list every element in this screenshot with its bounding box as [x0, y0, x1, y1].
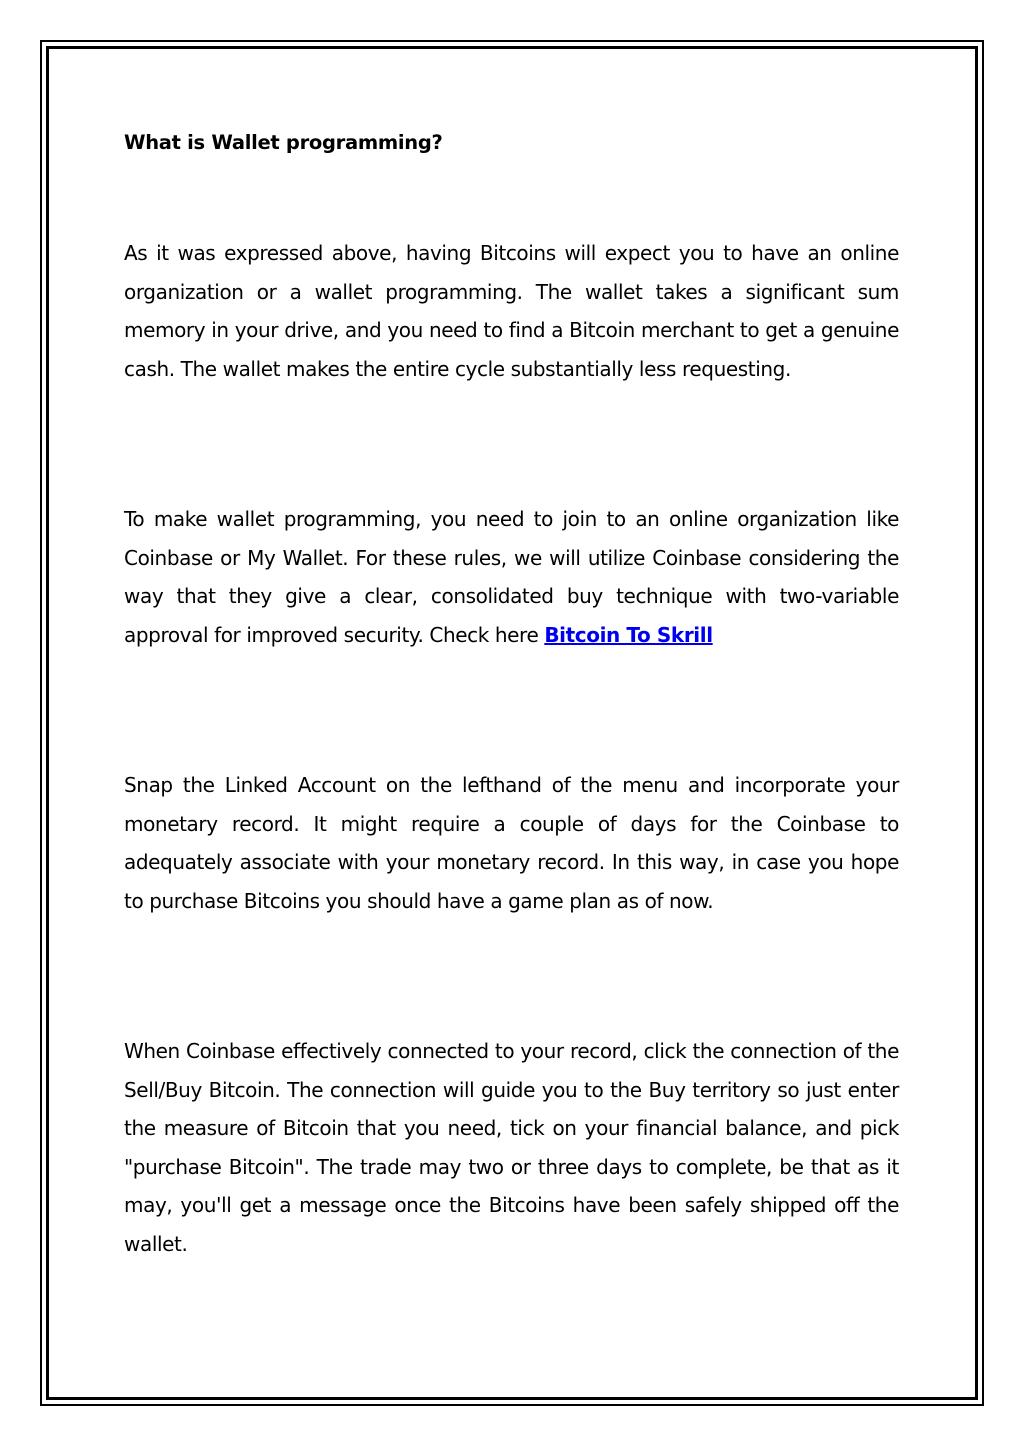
- document-heading: What is Wallet programming?: [124, 131, 443, 154]
- paragraph-make-wallet: [124, 500, 899, 654]
- paragraph-make-wallet-text: To make wallet programming, you need to join to an online organization like Coinbase or My Wallet. For these rules, we will utilize Coinbase considering the way that they give a clear, consolidated buy technique with two-variable approval for improved security. Check here: [124, 507, 899, 647]
- document-body: [124, 124, 899, 1256]
- paragraph-buy-bitcoin: When Coinbase effectively connected to your record, click the connection of the Sell/Buy Bitcoin. The connection will guide you to the Buy territory so just enter the measure of Bitcoin that you need, tick on your financial balance, and pick "purchase Bitcoin". The trade may two or three days to complete, be that as it may, you'll get a message once the Bitcoins have been safely shipped off the wallet.: [124, 1039, 899, 1256]
- paragraph-linked-account: Snap the Linked Account on the lefthand of the menu and incorporate your monetary record. It might require a couple of days for the Coinbase to adequately associate with your monetary record. In this way, in case you hope to purchase Bitcoins you should have a game plan as of now.: [124, 773, 899, 913]
- bitcoin-to-skrill-link[interactable]: Bitcoin To Skrill: [544, 622, 713, 647]
- paragraph-wallet-intro: As it was expressed above, having Bitcoins will expect you to have an online organization or a wallet programming. The wallet takes a significant sum memory in your drive, and you need to find a Bitcoin merchant to get a genuine cash. The wallet makes the entire cycle substantially less requesting.: [124, 241, 899, 381]
